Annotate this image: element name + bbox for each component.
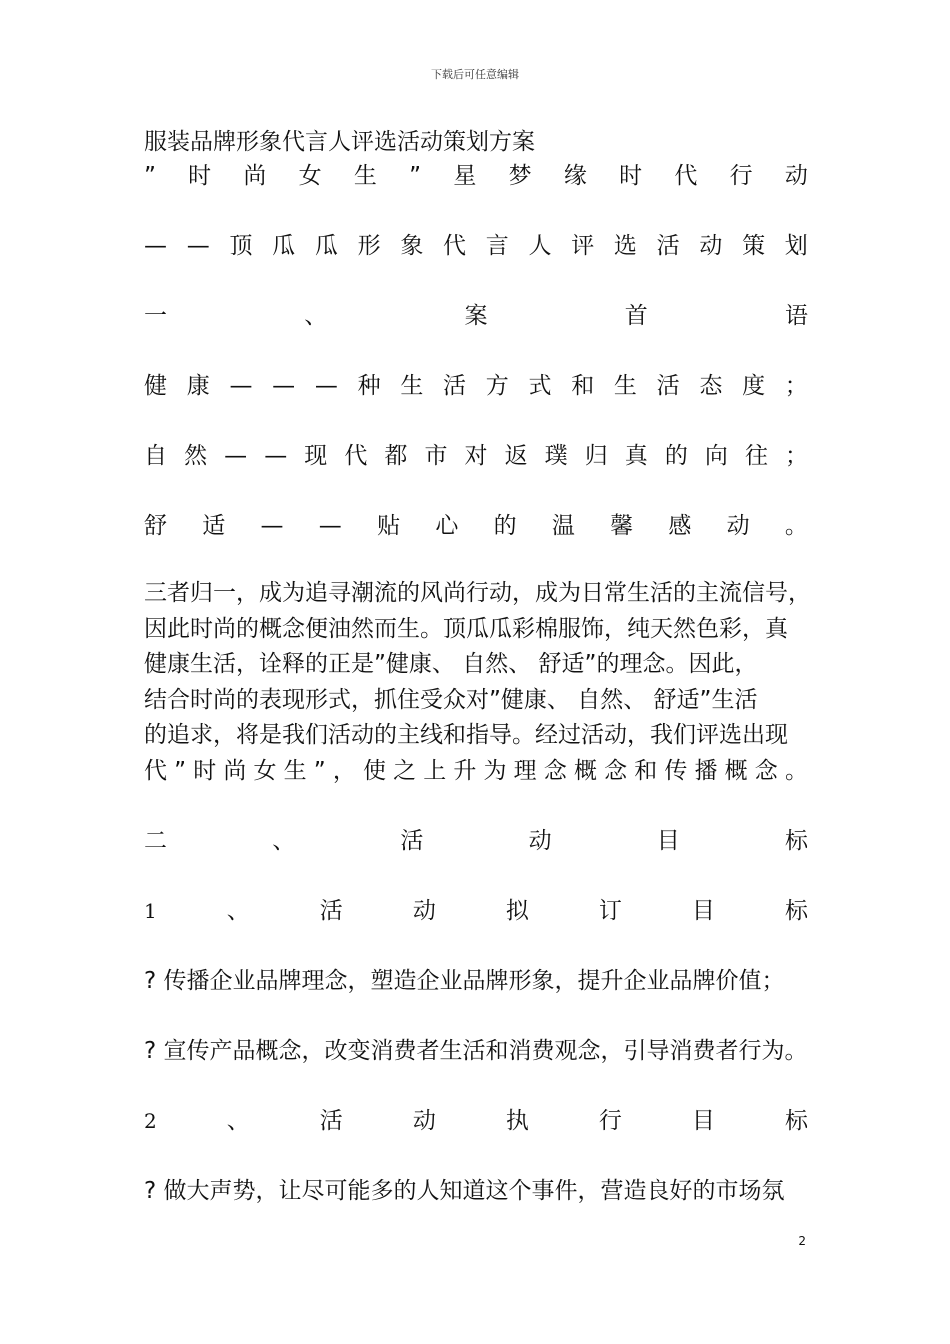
char: —	[144, 233, 167, 259]
char: 活	[656, 233, 680, 259]
char: 生	[283, 757, 307, 784]
char: —	[224, 443, 248, 469]
char: 健	[144, 373, 167, 399]
char: 选	[613, 233, 637, 259]
heading-token: 动	[412, 898, 436, 924]
char: 度	[742, 373, 766, 399]
char: 理	[513, 757, 537, 784]
paragraph-line: 健康生活，诠释的正是”健康、 自然、 舒适”的理念。因此，	[144, 651, 758, 677]
char: 自	[144, 443, 167, 469]
char: 心	[435, 513, 459, 539]
char: ”	[174, 757, 187, 784]
char: 和	[571, 373, 595, 399]
char: 言	[485, 233, 509, 259]
subtitle-line-2	[144, 227, 808, 260]
char: ”	[313, 757, 326, 784]
page-header: 下载后可任意编辑	[431, 68, 519, 81]
heading-token: 活	[319, 1108, 343, 1134]
char: 尚	[243, 163, 267, 189]
heading-token: 标	[784, 828, 808, 854]
char: 尚	[223, 757, 247, 784]
heading-token: 案	[464, 303, 488, 329]
heading-token: 目	[656, 828, 680, 854]
char: 象	[400, 233, 424, 259]
char: 都	[384, 443, 408, 469]
paragraph-line-justified	[144, 754, 808, 790]
char: 女	[298, 163, 322, 189]
motto-nature	[144, 437, 808, 470]
char: ；	[785, 443, 808, 469]
char: —	[186, 233, 210, 259]
char: 真	[624, 443, 648, 469]
heading-token: 2	[144, 1109, 157, 1133]
char: ”	[409, 163, 422, 189]
char: 市	[424, 443, 448, 469]
page-number: 2	[798, 1234, 806, 1248]
heading-token: 标	[784, 898, 808, 924]
heading-token: 拟	[505, 898, 529, 924]
char: 动	[784, 163, 808, 189]
heading-token: 执	[505, 1108, 529, 1134]
char: 康	[186, 373, 210, 399]
motto-comfort	[144, 507, 808, 540]
char: 动	[699, 233, 723, 259]
char: 行	[729, 163, 753, 189]
bullet-item: ? 传播企业品牌理念，塑造企业品牌形象，提升企业品牌价值；	[144, 968, 785, 994]
char: 动	[726, 513, 750, 539]
char: 和	[634, 757, 658, 784]
char: 概	[724, 757, 748, 784]
char: 念	[543, 757, 567, 784]
heading-token: 1	[144, 899, 157, 923]
char: 生	[353, 163, 377, 189]
char: 的	[664, 443, 688, 469]
char: 为	[483, 757, 507, 784]
char: 瓜	[314, 233, 338, 259]
char: 返	[504, 443, 528, 469]
section-1-heading	[144, 297, 808, 330]
char: 。	[784, 513, 808, 539]
char: —	[272, 373, 296, 399]
char: 星	[453, 163, 477, 189]
char: 代	[443, 233, 467, 259]
char: 评	[571, 233, 595, 259]
char: ”	[144, 163, 156, 189]
char: 代	[674, 163, 698, 189]
heading-token: 目	[691, 1108, 715, 1134]
char: 态	[699, 373, 723, 399]
heading-token: 、	[304, 303, 328, 329]
char: 生	[613, 373, 637, 399]
char: 。	[784, 757, 808, 784]
char: 时	[188, 163, 212, 189]
char: 向	[704, 443, 728, 469]
char: 使	[362, 757, 386, 784]
char: 式	[528, 373, 552, 399]
subsection-2-heading	[144, 1102, 808, 1135]
char: 对	[464, 443, 488, 469]
heading-token: 动	[412, 1108, 436, 1134]
heading-token: 、	[226, 1108, 250, 1134]
char: 念	[604, 757, 628, 784]
char: —	[314, 373, 338, 399]
char: 种	[357, 373, 381, 399]
char: 代	[344, 443, 368, 469]
char: 人	[528, 233, 552, 259]
char: 现	[304, 443, 328, 469]
heading-token: 目	[691, 898, 715, 924]
section-2-heading	[144, 822, 808, 855]
heading-token: 二	[144, 828, 167, 854]
char: 缘	[563, 163, 587, 189]
char: 策	[742, 233, 766, 259]
char: ；	[784, 373, 808, 399]
char: 传	[664, 757, 688, 784]
heading-token: 一	[144, 303, 167, 329]
char: 形	[357, 233, 381, 259]
char: 瓜	[272, 233, 296, 259]
paragraph-line: 三者归一，成为追寻潮流的风尚行动，成为日常生活的主流信号，	[144, 580, 811, 606]
bullet-item: ? 做大声势，让尽可能多的人知道这个事件，营造良好的市场氛	[144, 1178, 785, 1204]
char: —	[264, 443, 288, 469]
char: —	[229, 373, 253, 399]
heading-token: 、	[272, 828, 296, 854]
char: 感	[668, 513, 692, 539]
heading-token: 首	[624, 303, 648, 329]
char: 升	[453, 757, 477, 784]
document-title: 服装品牌形象代言人评选活动策划方案	[144, 129, 535, 155]
paragraph-line: 因此时尚的概念便油然而生。顶瓜瓜彩棉服饰，纯天然色彩，真	[144, 615, 788, 642]
char: 璞	[544, 443, 568, 469]
char: 活	[443, 373, 467, 399]
char: 念	[754, 757, 778, 784]
char: 馨	[610, 513, 634, 539]
heading-token: 语	[785, 303, 808, 329]
char: —	[260, 513, 284, 539]
char: 顶	[229, 233, 253, 259]
heading-token: 动	[528, 828, 552, 854]
char: 梦	[508, 163, 532, 189]
char: 舒	[144, 513, 167, 539]
char: 女	[253, 757, 277, 784]
intro-paragraph	[144, 576, 814, 789]
char: 上	[423, 757, 447, 784]
char: 代	[144, 757, 167, 784]
char: 归	[584, 443, 608, 469]
char: 活	[656, 373, 680, 399]
char: 划	[784, 233, 808, 259]
heading-token: 标	[784, 1108, 808, 1134]
bullet-item: ? 宣传产品概念，改变消费者生活和消费观念，引导消费者行为。	[144, 1038, 808, 1064]
char: 的	[493, 513, 517, 539]
paragraph-line: 结合时尚的表现形式，抓住受众对”健康、 自然、 舒适”生活	[144, 686, 758, 713]
char: 适	[202, 513, 226, 539]
char: 概	[573, 757, 597, 784]
char: 时	[193, 757, 217, 784]
char: ，	[332, 757, 356, 784]
heading-token: 订	[598, 898, 622, 924]
char: 方	[485, 373, 509, 399]
subtitle-line-1	[144, 157, 808, 190]
char: 之	[393, 757, 417, 784]
char: 然	[184, 443, 208, 469]
char: 生	[400, 373, 424, 399]
heading-token: 活	[400, 828, 424, 854]
char: 时	[619, 163, 643, 189]
paragraph-line: 的追求，将是我们活动的主线和指导。经过活动，我们评选出现	[144, 722, 788, 748]
char: 往	[744, 443, 768, 469]
subsection-1-heading	[144, 892, 808, 925]
char: 温	[551, 513, 575, 539]
motto-health	[144, 367, 808, 400]
char: 播	[694, 757, 718, 784]
heading-token: 活	[319, 898, 343, 924]
char: —	[318, 513, 342, 539]
heading-token: 行	[598, 1108, 622, 1134]
heading-token: 、	[226, 898, 250, 924]
char: 贴	[377, 513, 401, 539]
